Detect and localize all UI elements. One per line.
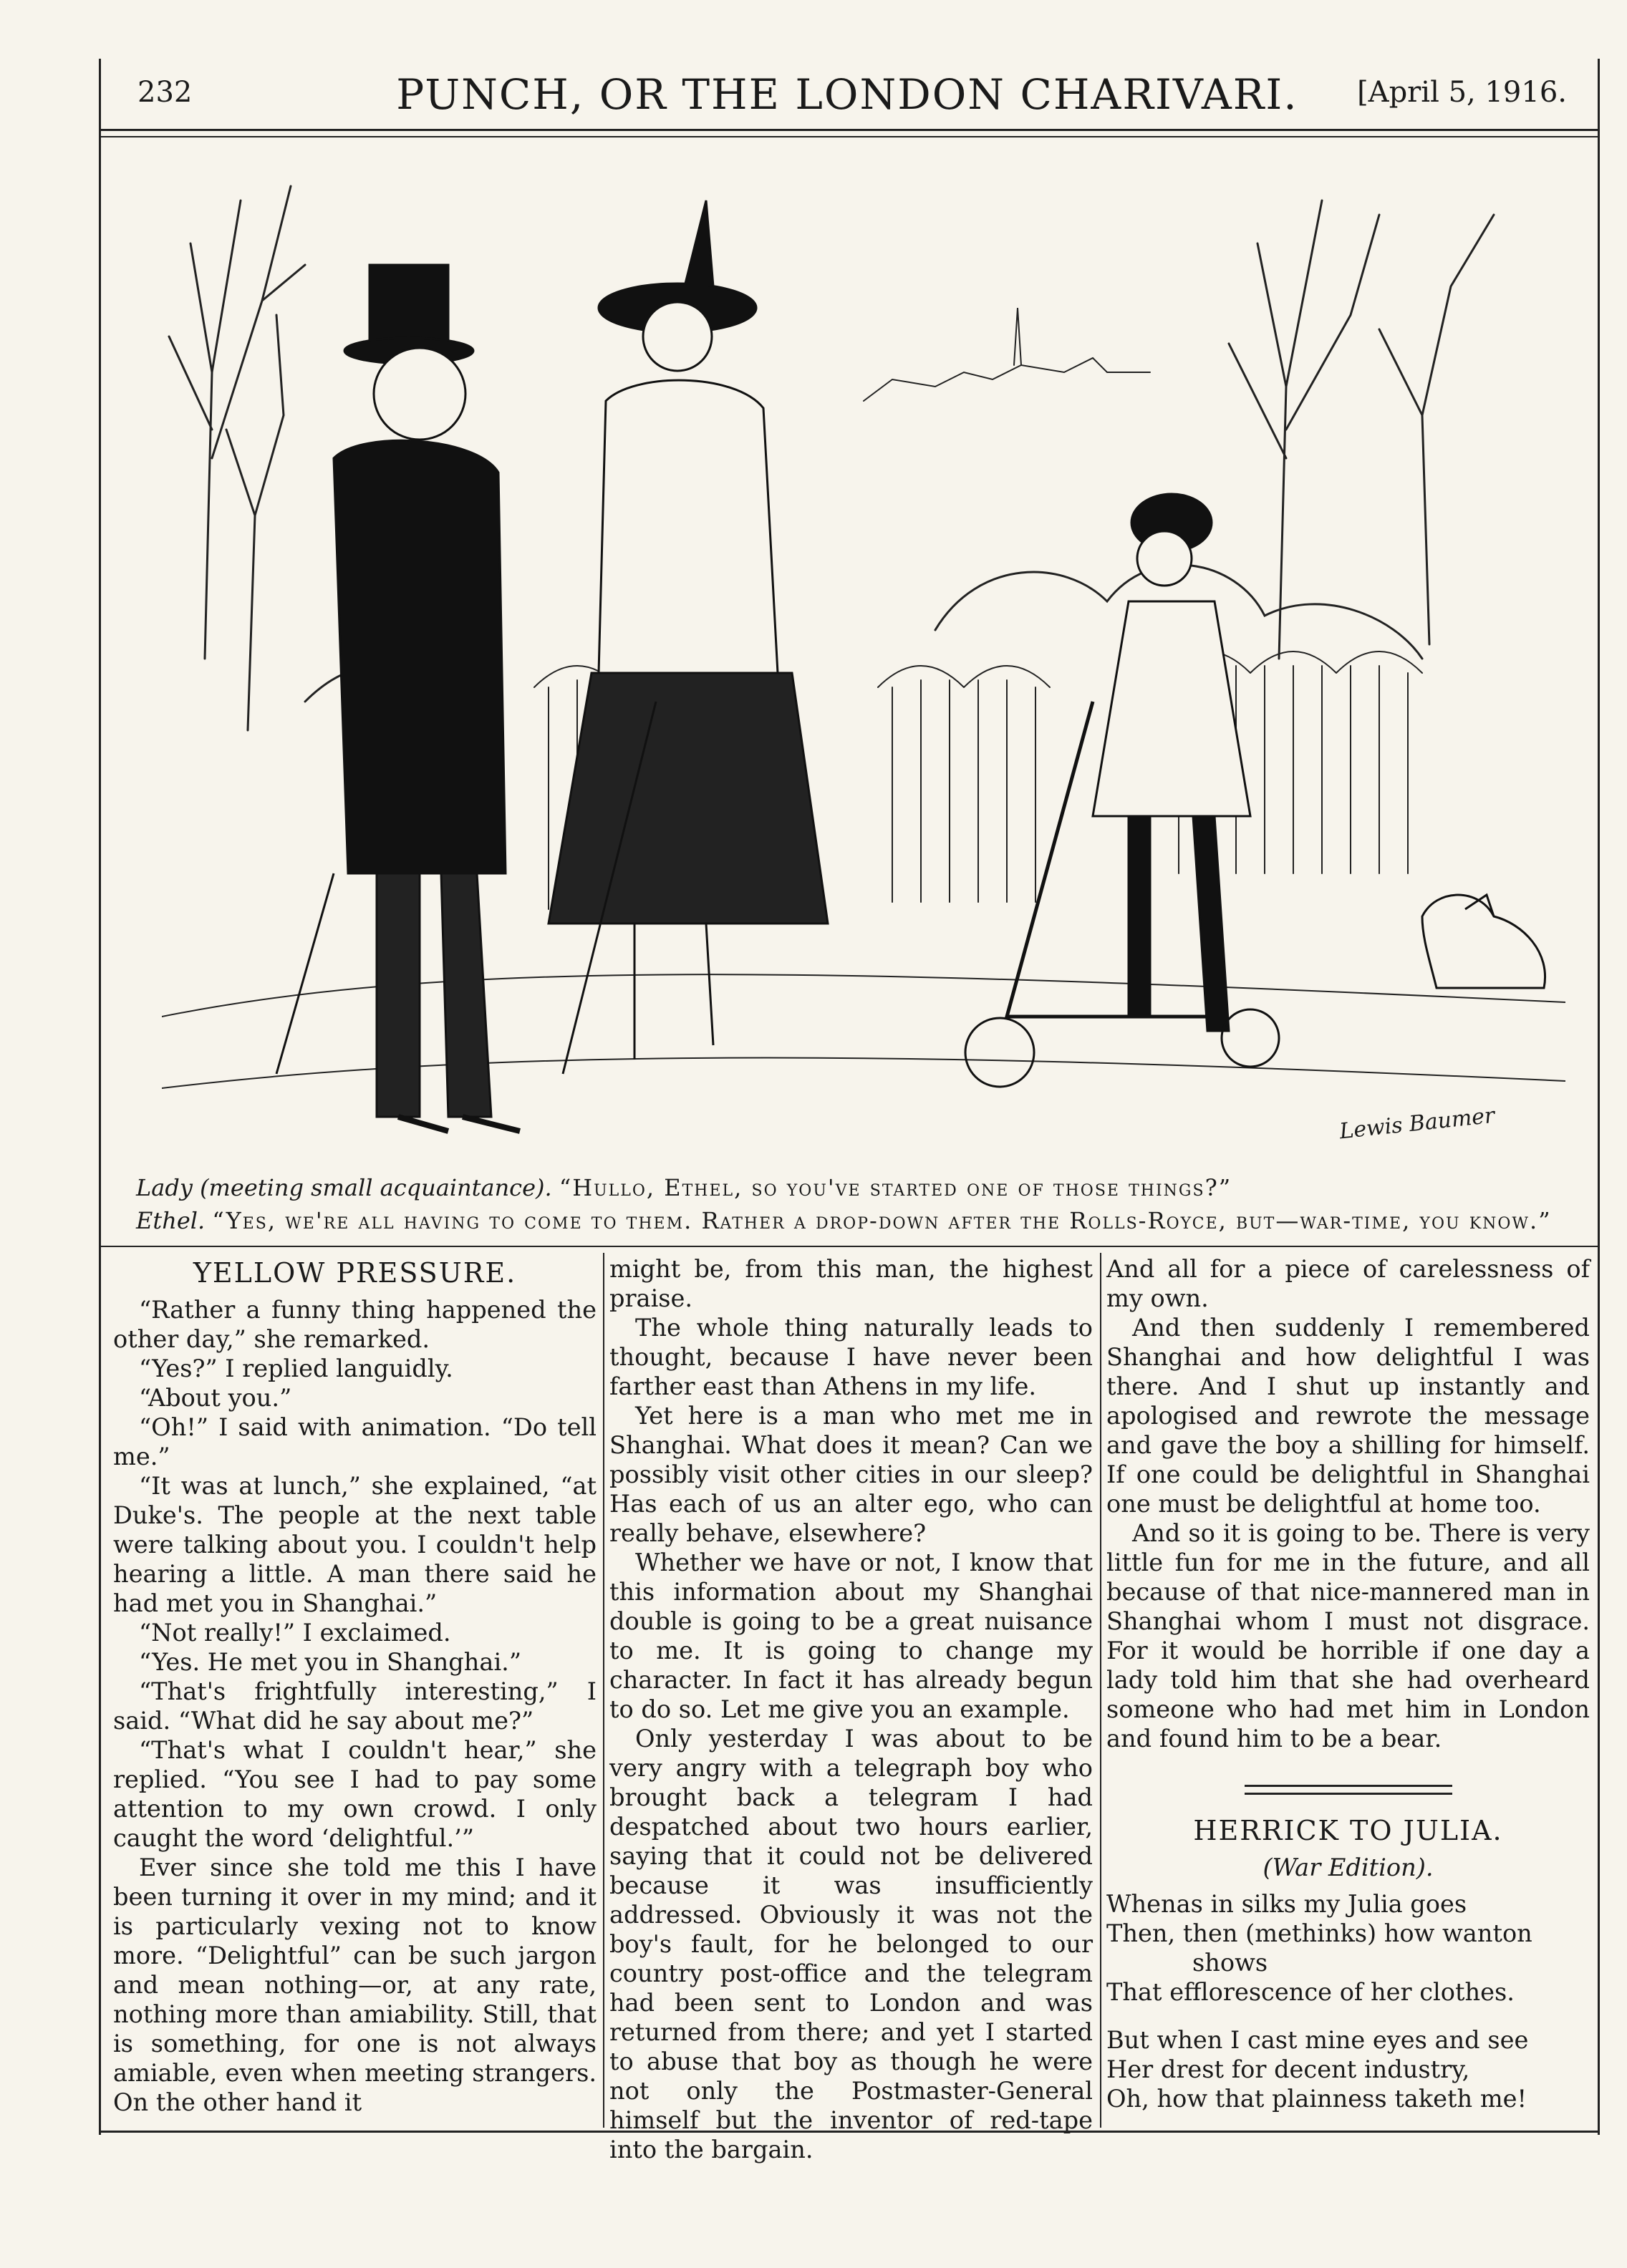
article-paragraph: “Not really!” I exclaimed. [139, 1619, 451, 1647]
article-paragraph: “It was at lunch,” she explained, “at Duke's. The people at the next table were talking about you. I couldn't help hearing a little. A man there said he had met you in Shanghai.” [113, 1472, 597, 1617]
article-title: YELLOW PRESSURE. [193, 1257, 517, 1289]
article-paragraph: Ever since she told me this I have been turning it over in my mind; and it is particularly vexing not to know more. “Delightful” can be such jargon and mean nothing—or, at any rate, nothing more than amiability. Still, that is something, for one is not always amiable, even when meeting strangers. On the other hand it [113, 1853, 597, 2116]
article-paragraph: Only yesterday I was about to be very angry with a telegraph boy who brought back a telegram I had despatched about two hours earlier, saying that it could not be delivered because it was insufficiently addressed. Obviously it was not the boy's fault, for he belonged to our country post-office and the telegram had been sent to London and was returned from there; and yet I started to abuse that boy as though he were not only the Postmaster-General himself but the inventor of red-tape into the bargain. [609, 1725, 1093, 2163]
artist-signature: Lewis Baumer [1338, 1102, 1496, 1145]
poem-line: Her drest for decent industry, [1106, 2055, 1470, 2083]
article-paragraph: might be, from this man, the highest praise. [609, 1255, 1093, 1312]
poem-title: HERRICK TO JULIA. [1193, 1815, 1503, 1846]
article-paragraph: “That's frightfully interesting,” I said. “What did he say about me?” [113, 1677, 597, 1735]
magazine-title: PUNCH, OR THE LONDON CHARIVARI. [396, 70, 1298, 119]
article-paragraph: And then suddenly I remembered Shanghai and how delightful I was there. And I shut up instantly and apologised and rewrote the message and gave the boy a shilling for himself. If one could be delightful in Shanghai one must be delightful at home too. [1106, 1314, 1590, 1518]
article-paragraph: “About you.” [139, 1384, 292, 1412]
poem-line: Then, then (methinks) how wanton [1106, 1919, 1532, 1947]
caption-speaker-ethel: Ethel. [136, 1207, 206, 1234]
footer-rule [99, 2131, 1598, 2133]
page-header [99, 70, 1595, 122]
article-paragraph: “Yes. He met you in Shanghai.” [139, 1648, 522, 1676]
page-number: 232 [137, 76, 193, 109]
article-column-3 [1106, 1254, 1590, 2113]
article-paragraph: “That's what I couldn't hear,” she replied. “You see I had to pay some attention to my own crowd. I only caught the word ‘delightful.’” [113, 1736, 597, 1852]
article-column-2 [609, 1254, 1093, 2164]
article-paragraph: And so it is going to be. There is very little fun for me in the future, and all because of that nice-mannered man in Shanghai whom I must not disgrace. For it would be horrible if one day a lady told him that she had overheard someone who had met him in London and found him to be a bear. [1106, 1519, 1590, 1753]
caption-stage-direction: (meeting small acquaintance). [200, 1174, 552, 1201]
poem-line: Whenas in silks my Julia goes [1106, 1890, 1467, 1918]
poem-line: Oh, how that plainness taketh me! [1106, 2085, 1527, 2113]
stanza-gap [1106, 2007, 1590, 2025]
cartoon-illustration [162, 158, 1565, 1160]
caption-speaker-lady: Lady [136, 1174, 193, 1201]
section-divider [1245, 1785, 1452, 1795]
caption-line-1 [136, 1174, 1554, 1201]
poem-line: shows [1192, 1949, 1268, 1977]
article-column-1 [113, 1254, 597, 2117]
caption-line-2 [136, 1207, 1554, 1234]
header-rule-bottom [99, 136, 1598, 137]
article-paragraph: “Yes?” I replied languidly. [139, 1354, 453, 1382]
header-rule-top [99, 129, 1598, 131]
article-paragraph: “Oh!” I said with animation. “Do tell me.” [113, 1413, 597, 1470]
column-divider-2 [1100, 1253, 1101, 2128]
article-paragraph: Whether we have or not, I know that this information about my Shanghai double is going to be a great nuisance to me. It is going to change my character. In fact it has already begun to do so. Let me give you an example. [609, 1549, 1093, 1723]
poem-line: But when I cast mine eyes and see [1106, 2026, 1529, 2054]
poem-line: That efflorescence of her clothes. [1106, 1978, 1515, 2006]
column-divider-1 [603, 1253, 604, 2128]
issue-date: [April 5, 1916. [1357, 76, 1567, 109]
caption-rule [99, 1246, 1598, 1247]
article-paragraph: Yet here is a man who met me in Shanghai. What does it mean? Can we possibly visit other cities in our sleep? Has each of us an alter ego, who can really behave, elsewhere? [609, 1402, 1093, 1547]
poem-verse [1106, 1889, 1590, 2113]
article-paragraph: “Rather a funny thing happened the other day,” she remarked. [113, 1296, 597, 1353]
poem-subtitle: (War Edition). [1263, 1853, 1434, 1881]
article-paragraph: The whole thing naturally leads to thought, because I have never been farther east than Athens in my life. [609, 1314, 1093, 1400]
caption-ethel-text: “Yes, we're all having to come to them. Rather a drop-down after the Rolls-Royce, but—war-time, you know.” [212, 1207, 1552, 1234]
article-paragraph: And all for a piece of carelessness of my own. [1106, 1255, 1590, 1312]
caption-lady-text: “Hullo, Ethel, so you've started one of those things?” [559, 1174, 1232, 1201]
